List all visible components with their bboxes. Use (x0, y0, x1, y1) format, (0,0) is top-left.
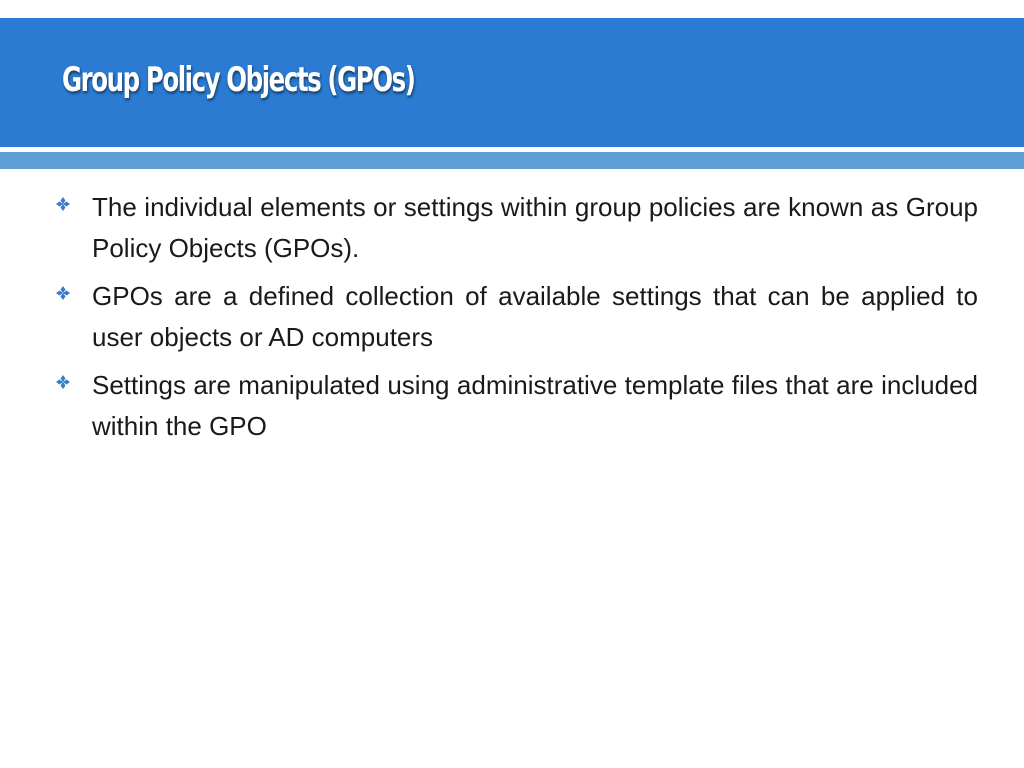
bullet-item (56, 187, 978, 269)
accent-band (0, 152, 1024, 169)
slide-content (56, 187, 978, 454)
top-strip (0, 0, 1024, 18)
bullet-text: GPOs are a defined collection of available settings that can be applied to user objects or AD computers (92, 281, 978, 352)
bullet-list (56, 187, 978, 447)
slide-title: Group Policy Objects (GPOs) (62, 60, 415, 100)
diamond-cluster-icon (56, 375, 70, 389)
diamond-cluster-icon (56, 197, 70, 211)
bullet-text: The individual elements or settings within group policies are known as Group Policy Objects (GPOs). (92, 192, 978, 263)
bullet-item (56, 365, 978, 447)
diamond-cluster-icon (56, 286, 70, 300)
bullet-item (56, 276, 978, 358)
bullet-text: Settings are manipulated using administrative template files that are included within the GPO (92, 370, 978, 441)
